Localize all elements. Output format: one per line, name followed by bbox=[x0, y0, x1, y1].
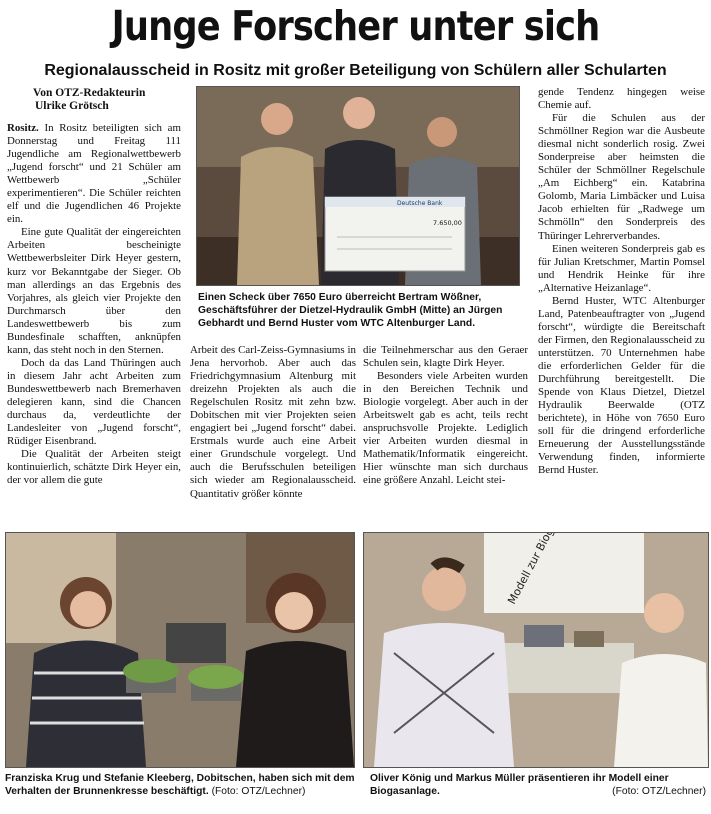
cheque-amount: 7.650,00 bbox=[433, 219, 462, 227]
paragraph: Besonders viele Arbeiten wurden in den Bereichen Technik und Biologie vorgelegt. Aber auch in der Arbeitswelt gab es acht, teils recht anspruchsvolle Projekte. Lediglich vier Arbeiten wurden diesmal in Mathematik/Informatik eingereicht. Hier wünschte man sich durchaus eine größere Anzahl. Leicht stei- bbox=[363, 370, 528, 487]
photo-credit: (Foto: OTZ/Lechner) bbox=[612, 786, 706, 797]
caption-text: Oliver König und Markus Müller präsentieren ihr Modell einer Biogasanlage. bbox=[370, 773, 669, 797]
paragraph: Für die Schulen aus der Schmöllner Region war die Ausbeute diesmal nicht sonderlich rosig. Zwei Sonderpreise aber heimsten die Schüler der Schmöllner Regelschule „Am Eichberg“ ein. Katabrina Golomb, Maria Limbäcker und Luisa Jacob erhielten für „Radwege um Schmölln“ den Sonderpreis des Thüringer Lehrerverbandes. bbox=[538, 112, 705, 242]
dateline: Rositz. bbox=[7, 122, 39, 134]
article-column-4 bbox=[538, 86, 705, 477]
photo-brunnenkresse bbox=[5, 532, 355, 768]
paragraph: Arbeit des Carl-Zeiss-Gymnasiums in Jena hervorhob. Aber auch das Friedrichgymnasium Altenburg mit dreizehn Projekten als auch die Regelschulen Rositz mit zehn bzw. Dobitschen mit vier Projekten seien engagiert bei „Jugend forscht“ dabei. Erstmals wurde auch eine Arbeit einer Grundschule vorgelegt. Und auch die Berufsschulen beteiligen sich wieder am Regionalausscheid. Quantitativ größer könnte bbox=[190, 344, 356, 500]
photo-biogas-caption bbox=[370, 772, 706, 798]
headline: Junge Forscher unter sich bbox=[111, 2, 600, 50]
paragraph: gende Tendenz hingegen weise Chemie auf. bbox=[538, 86, 705, 112]
paragraph: Die Qualität der Arbeiten steigt kontinuierlich, schätzte Dirk Heyer ein, der vor allem die gute bbox=[7, 448, 181, 487]
paragraph: Eine gute Qualität der eingereichten Arbeiten bescheinigte Wettbewerbsleiter Dirk Heyer gestern, kurz vor Bekanntgabe der Sieger. Ob man allerdings an das Ergebnis des Vorjahres, als gleich vier Projekte den Durchmarsch über den Landeswettbewerb bis zum Bundesfinale schafften, anknüpfen kann, das steht noch in den Sternen. bbox=[7, 226, 181, 356]
paragraph: Einen weiteren Sonderpreis gab es für Julian Kretschmer, Martin Pomsel und Hendrik Heinke für ihre „Alternative Heizanlage“. bbox=[538, 242, 705, 294]
byline bbox=[33, 87, 145, 113]
subheadline: Regionalausscheid in Rositz mit großer Beteiligung von Schülern aller Schularten bbox=[44, 62, 667, 79]
photo-cheque-handover bbox=[196, 86, 520, 286]
photo-biogas-model bbox=[363, 532, 709, 768]
paragraph: Bernd Huster, WTC Altenburger Land, Patenbeauftragter von „Jugend forscht“, würdigte die Bereitschaft der Firmen, den Regionalausscheid zu unterstützen. 70 Unternehmen habe die erforderlichen Gelder für die Durchführung bereitgestellt. Die Spende von Klaus Dietzel, Dietzel Hydraulik Beerwalde (OTZ berichtete), in Höhe von 7650 Euro soll für die dringend erforderliche Erneuerung der Ausstellungsstände Verwendung finden, informierte Bernd Huster. bbox=[538, 294, 705, 477]
photo-credit: (Foto: OTZ/Lechner) bbox=[211, 786, 306, 797]
article-column-2 bbox=[190, 344, 356, 501]
photo-brunnenkresse-caption bbox=[5, 772, 355, 798]
caption-text: Franziska Krug und Stefanie Kleeberg, Dobitschen, haben sich mit dem Verhalten der Brunnenkresse beschäftigt. bbox=[5, 773, 355, 797]
byline-role: Von OTZ-Redakteurin bbox=[33, 87, 146, 99]
byline-author: Ulrike Grötsch bbox=[35, 100, 109, 112]
article-column-1 bbox=[7, 122, 181, 487]
cheque-bank-label: Deutsche Bank bbox=[397, 200, 443, 207]
paragraph bbox=[7, 122, 181, 226]
photo-cheque-caption: Einen Scheck über 7650 Euro überreicht Bertram Wößner, Geschäftsführer der Dietzel-Hydraulik GmbH (Mitte) an Jürgen Gebhardt und Bernd Huster vom WTC Altenburger Land. bbox=[198, 292, 503, 329]
paragraph: Doch da das Land Thüringen auch in diesem Jahr acht Arbeiten zum Bundeswettbewerb nach Bremerhaven delegieren kann, sind die Chancen durchaus da, verdeutlichte der Landesleiter von „Jugend forscht“, Rüdiger Eisenbrand. bbox=[7, 356, 181, 448]
paragraph: die Teilnehmerschar aus den Geraer Schulen sein, klagte Dirk Heyer. bbox=[363, 344, 528, 370]
paragraph-text: In Rositz beteiligten sich am Donnerstag und Freitag 111 Jugendliche am Regionalwettbewerb „Jugend forscht“ und 21 Schüler am Wettbewerb „Schüler experimentieren“. Die Schüler reichten elf und die Jugendlichen 46 Projekte ein. bbox=[7, 122, 181, 226]
article-column-3 bbox=[363, 344, 528, 488]
